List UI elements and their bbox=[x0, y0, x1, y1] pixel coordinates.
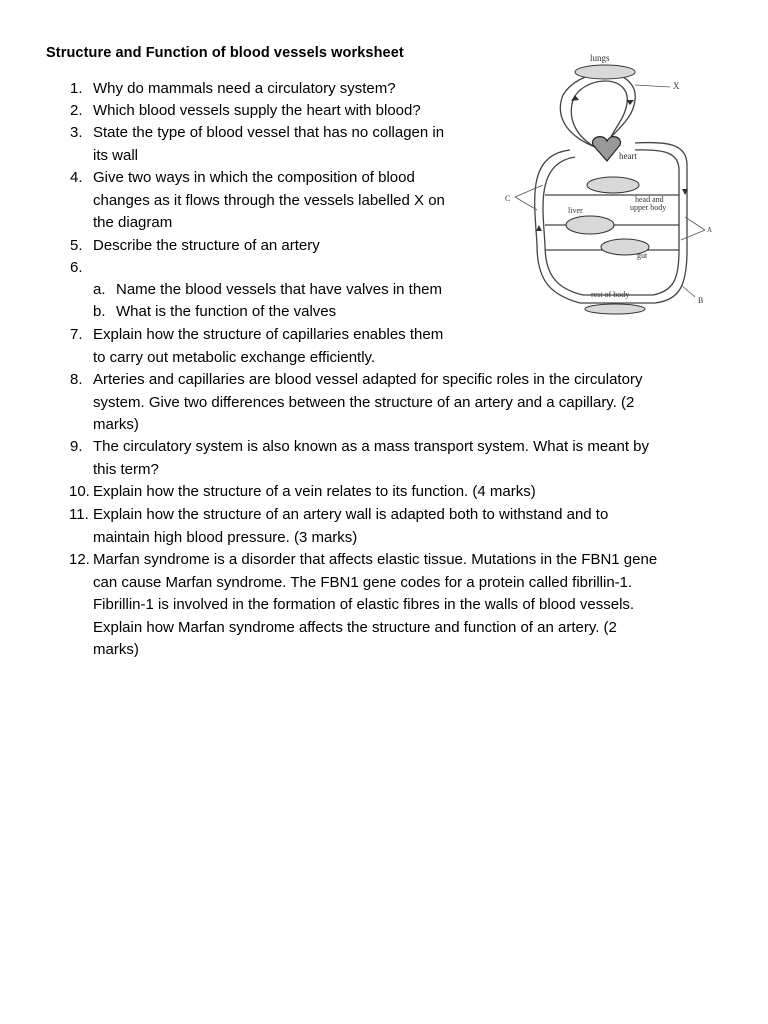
question-text: Explain how the structure of an artery wall is adapted both to withstand and to maintain high blood pressure. (3 marks) bbox=[93, 506, 609, 546]
question-text: Marfan syndrome is a disorder that affects elastic tissue. Mutations in the FBN1 gene can cause Marfan syndrome. The FBN1 gene codes for a protein called fibrillin-1. Fibrillin-1 is involved in the formation of elastic fibres in the walls of blood vessels. Explain how Marfan syndrome affects the structure and function of an artery. (2 marks) bbox=[93, 551, 658, 658]
subquestion-letter: b. bbox=[93, 303, 106, 320]
question-number: 1. bbox=[70, 80, 83, 97]
label-head-line1: head and bbox=[635, 195, 664, 204]
label-gut: gut bbox=[637, 251, 648, 260]
question-text: The circulatory system is also known as a mass transport system. What is meant by this term? bbox=[93, 438, 650, 478]
rest-capillaries bbox=[585, 304, 645, 314]
question-number: 4. bbox=[70, 169, 83, 186]
label-rest-of-body: rest of body bbox=[591, 290, 630, 299]
question-number: 12. bbox=[69, 551, 90, 568]
subquestion-text: Name the blood vessels that have valves in them bbox=[116, 281, 443, 298]
question-text: Explain how the structure of a vein relates to its function. (4 marks) bbox=[93, 483, 536, 500]
lungs-capillaries bbox=[575, 65, 635, 79]
question-number: 9. bbox=[70, 438, 83, 455]
capillary-beds bbox=[566, 65, 649, 314]
question-number: 7. bbox=[70, 326, 83, 343]
question-text: Why do mammals need a circulatory system? bbox=[93, 80, 396, 97]
question-text: State the type of blood vessel that has no collagen in its wall bbox=[93, 124, 445, 164]
question-number: 5. bbox=[70, 237, 83, 254]
question-text: Give two ways in which the composition of blood changes as it flows through the vessels labelled X on the diagram bbox=[93, 169, 445, 231]
label-a: A bbox=[707, 226, 713, 234]
question-text: Explain how the structure of capillaries enables them to carry out metabolic exchange efficiently. bbox=[93, 326, 444, 366]
label-lungs: lungs bbox=[590, 53, 610, 63]
question-number: 11. bbox=[69, 506, 89, 523]
label-b: B bbox=[698, 296, 704, 305]
label-c: C bbox=[505, 194, 511, 203]
question-number: 8. bbox=[70, 371, 83, 388]
label-liver: liver bbox=[568, 206, 583, 215]
question-number: 2. bbox=[70, 102, 83, 119]
question-text: Which blood vessels supply the heart with blood? bbox=[93, 102, 421, 119]
question-number: 10. bbox=[69, 483, 90, 500]
liver-capillaries bbox=[566, 216, 614, 234]
subquestion-text: What is the function of the valves bbox=[116, 303, 337, 320]
label-x: X bbox=[673, 81, 680, 91]
circulatory-system-diagram bbox=[495, 45, 720, 315]
label-head-line2: upper body bbox=[630, 203, 667, 212]
question-text: Arteries and capillaries are blood vessel adapted for specific roles in the circulatory system. Give two differences between the structure of an artery and a capillary. (2 marks) bbox=[93, 371, 643, 433]
question-text: Describe the structure of an artery bbox=[93, 237, 320, 254]
heart-shape bbox=[593, 137, 621, 161]
question-number: 3. bbox=[70, 124, 83, 141]
label-heart: heart bbox=[619, 151, 637, 161]
head-capillaries bbox=[587, 177, 639, 193]
question-number: 6. bbox=[70, 259, 83, 276]
worksheet-title: Structure and Function of blood vessels worksheet bbox=[46, 45, 404, 61]
subquestion-letter: a. bbox=[93, 281, 106, 298]
